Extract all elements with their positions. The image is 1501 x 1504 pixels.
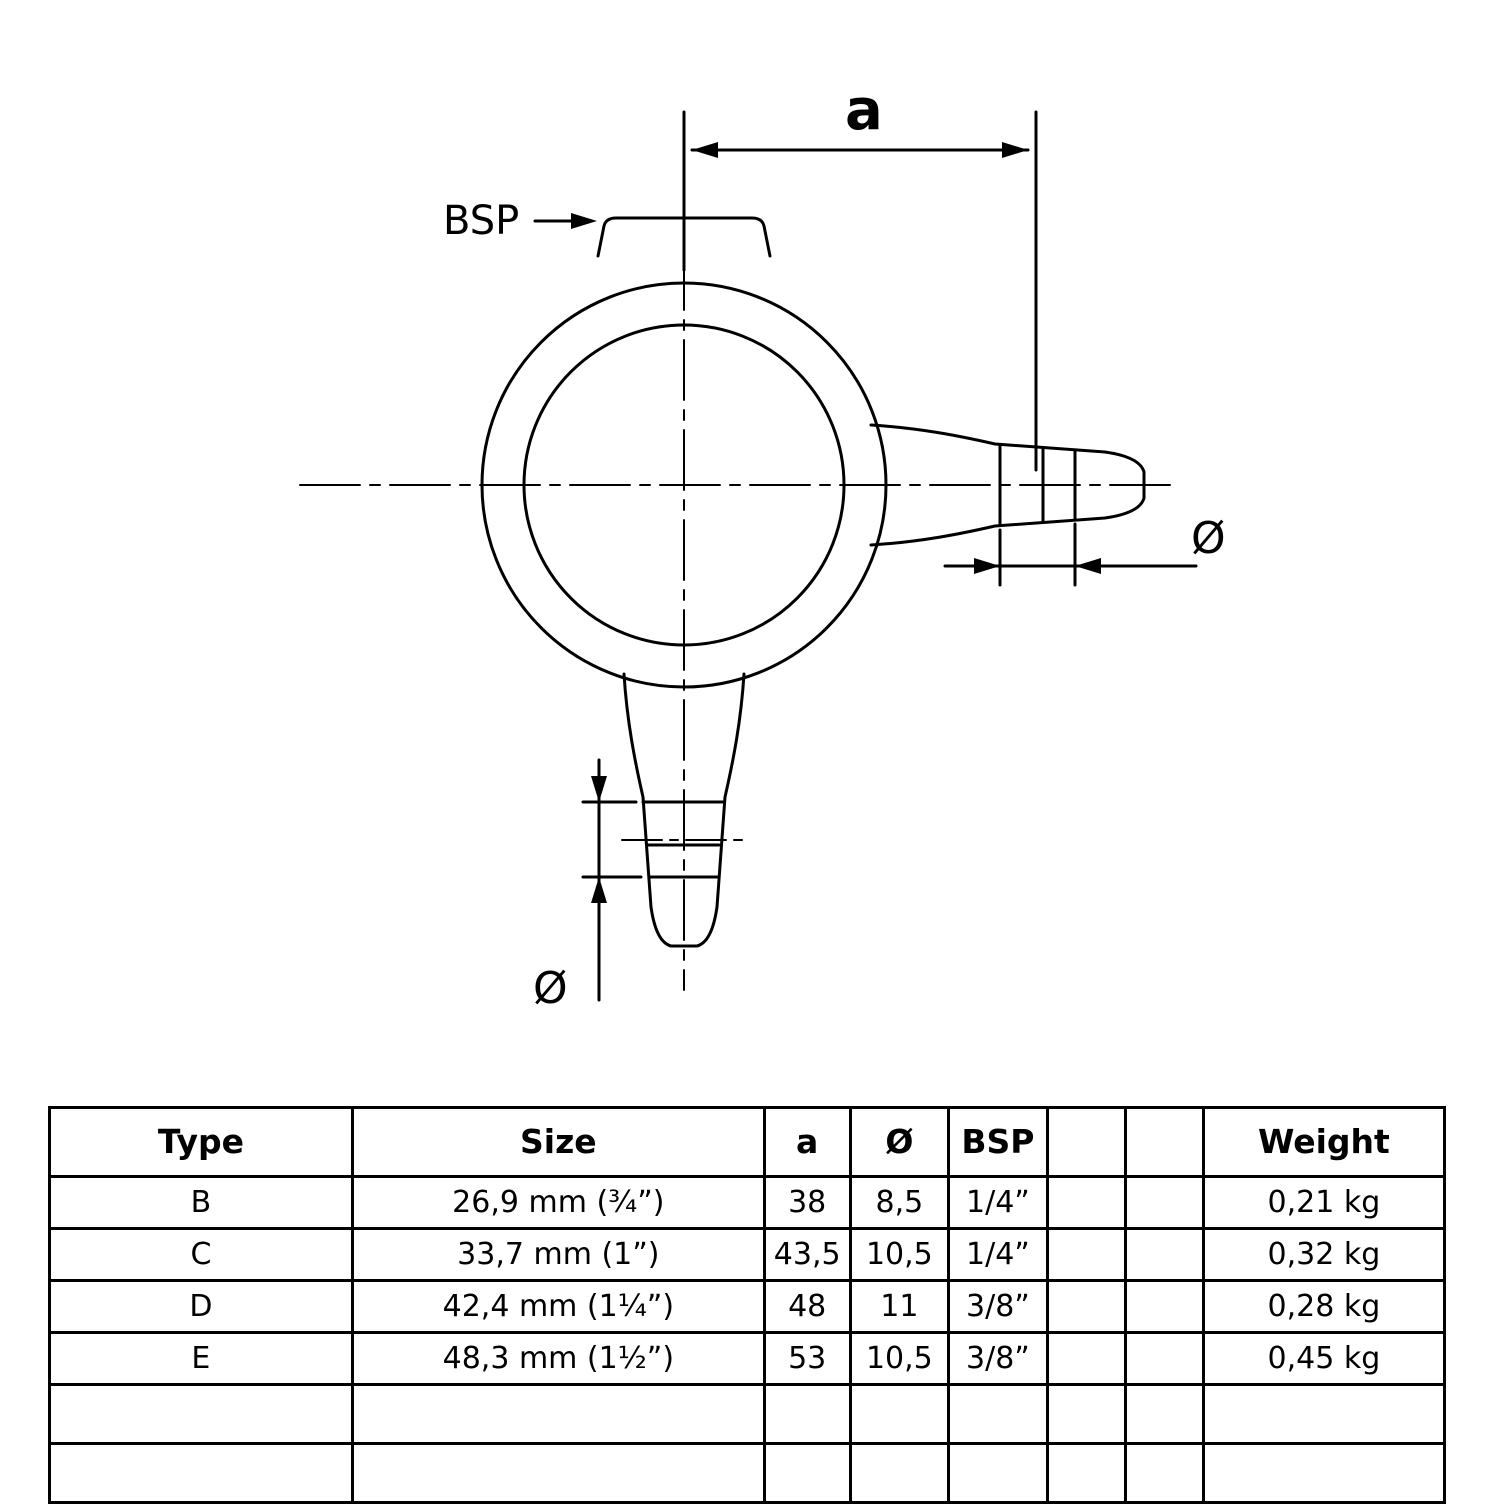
cell-a: 43,5	[764, 1229, 850, 1281]
cell-diameter: 8,5	[850, 1177, 949, 1229]
cell-a: 38	[764, 1177, 850, 1229]
header-a: a	[764, 1108, 850, 1177]
cell-bsp: 3/8”	[949, 1333, 1048, 1385]
cell-a: 53	[764, 1333, 850, 1385]
header-type: Type	[50, 1108, 353, 1177]
cell-a: 48	[764, 1281, 850, 1333]
cell-weight: 0,45 kg	[1203, 1333, 1444, 1385]
cell-blank	[352, 1385, 764, 1444]
cell-blank-2	[1125, 1229, 1203, 1281]
header-size: Size	[352, 1108, 764, 1177]
spec-table-container	[48, 1106, 1446, 1504]
cell-blank-1	[1047, 1229, 1125, 1281]
cell-diameter: 11	[850, 1281, 949, 1333]
cell-diameter: 10,5	[850, 1333, 949, 1385]
cell-blank	[764, 1444, 850, 1503]
cell-blank	[1125, 1385, 1203, 1444]
cell-size: 42,4 mm (1¼”)	[352, 1281, 764, 1333]
cell-blank-1	[1047, 1177, 1125, 1229]
table-row	[50, 1229, 1445, 1281]
header-blank-2	[1125, 1108, 1203, 1177]
arrow-dia-right-right	[1075, 558, 1101, 574]
cell-blank	[949, 1444, 1048, 1503]
cell-size: 48,3 mm (1½”)	[352, 1333, 764, 1385]
table-row-blank	[50, 1444, 1445, 1503]
cell-weight: 0,28 kg	[1203, 1281, 1444, 1333]
cell-blank	[50, 1444, 353, 1503]
cell-bsp: 1/4”	[949, 1177, 1048, 1229]
table-row-blank	[50, 1385, 1445, 1444]
table-row	[50, 1177, 1445, 1229]
arrow-dia-bottom-top	[591, 776, 607, 802]
cell-type: B	[50, 1177, 353, 1229]
cell-blank-1	[1047, 1281, 1125, 1333]
cell-blank-2	[1125, 1333, 1203, 1385]
diameter-bottom-label: Ø	[533, 963, 568, 1014]
cell-blank	[850, 1444, 949, 1503]
cell-blank	[1047, 1385, 1125, 1444]
arrow-a-right	[1002, 142, 1028, 158]
header-diameter: Ø	[850, 1108, 949, 1177]
header-blank-1	[1047, 1108, 1125, 1177]
cell-blank	[352, 1444, 764, 1503]
arrow-a-left	[692, 142, 718, 158]
cell-blank	[1203, 1385, 1444, 1444]
table-row	[50, 1333, 1445, 1385]
cell-blank	[850, 1385, 949, 1444]
bsp-callout-label: BSP	[443, 198, 520, 244]
diameter-right-label: Ø	[1191, 513, 1226, 564]
arrow-dia-right-left	[974, 558, 1000, 574]
cell-blank-2	[1125, 1177, 1203, 1229]
table-header-row	[50, 1108, 1445, 1177]
cell-blank	[1203, 1444, 1444, 1503]
cell-bsp: 1/4”	[949, 1229, 1048, 1281]
cell-type: C	[50, 1229, 353, 1281]
spec-table	[48, 1106, 1446, 1504]
arrow-dia-bottom-bottom	[591, 877, 607, 903]
header-bsp: BSP	[949, 1108, 1048, 1177]
cell-type: E	[50, 1333, 353, 1385]
cell-size: 33,7 mm (1”)	[352, 1229, 764, 1281]
cell-type: D	[50, 1281, 353, 1333]
cell-weight: 0,21 kg	[1203, 1177, 1444, 1229]
cell-blank-2	[1125, 1281, 1203, 1333]
cell-blank	[1125, 1444, 1203, 1503]
bsp-leader-arrow	[571, 213, 597, 229]
cell-blank	[764, 1385, 850, 1444]
cell-weight: 0,32 kg	[1203, 1229, 1444, 1281]
table-row	[50, 1281, 1445, 1333]
cell-bsp: 3/8”	[949, 1281, 1048, 1333]
cell-blank	[50, 1385, 353, 1444]
cell-diameter: 10,5	[850, 1229, 949, 1281]
cell-blank	[1047, 1444, 1125, 1503]
cell-size: 26,9 mm (¾”)	[352, 1177, 764, 1229]
cell-blank	[949, 1385, 1048, 1444]
dimension-a-label: a	[845, 78, 883, 143]
header-weight: Weight	[1203, 1108, 1444, 1177]
cell-blank-1	[1047, 1333, 1125, 1385]
